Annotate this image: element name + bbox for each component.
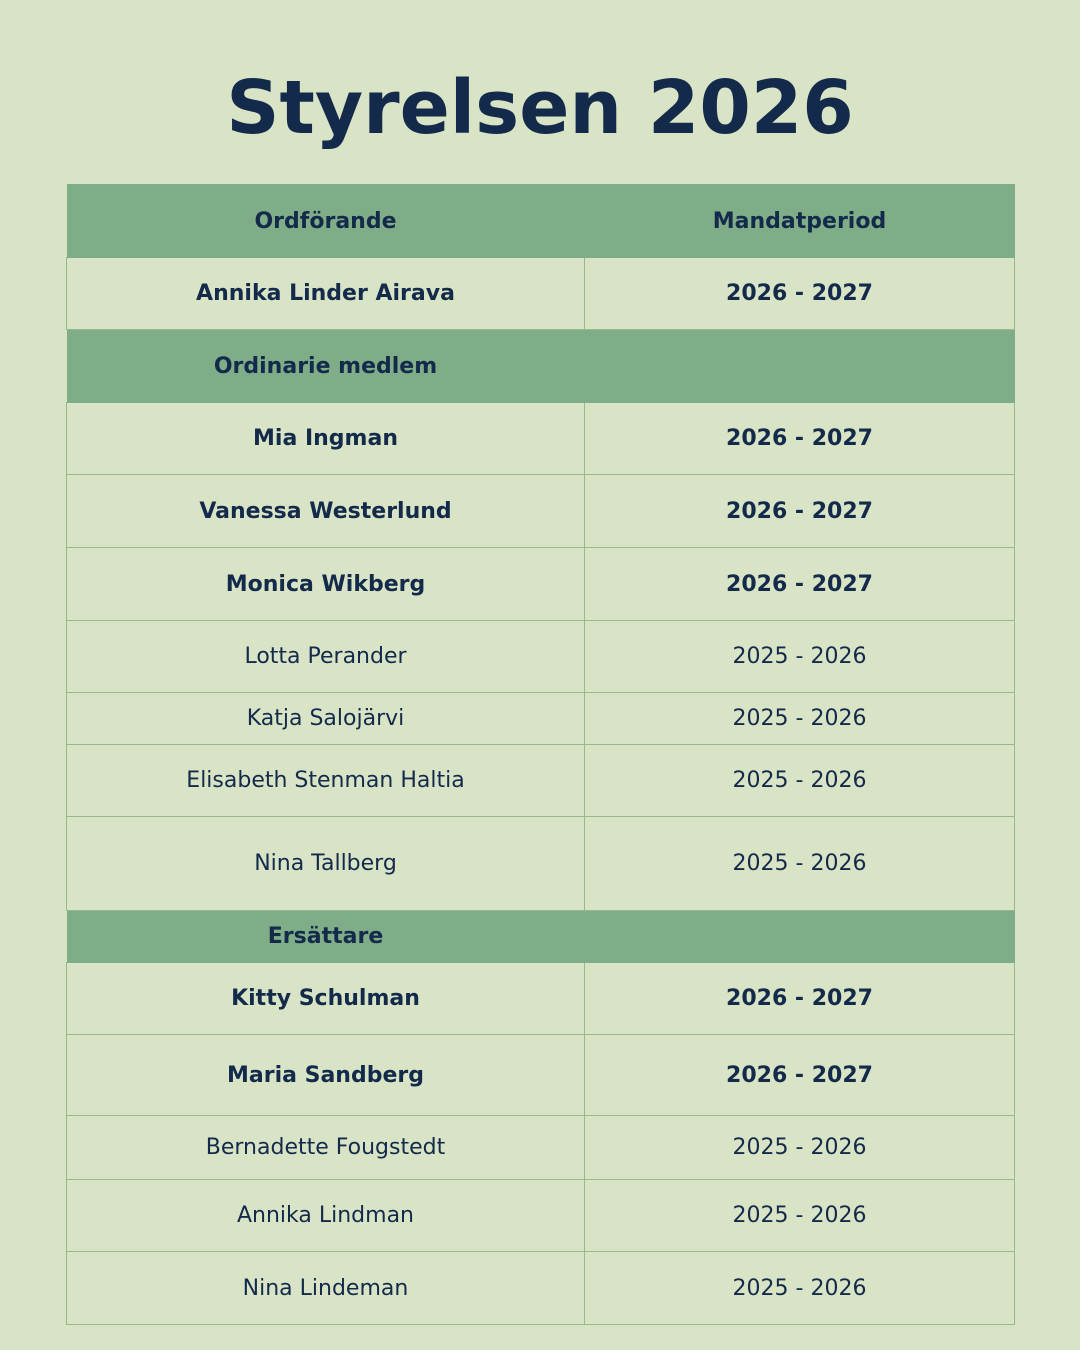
table-row [67,1116,1015,1180]
table-row [67,817,1015,911]
member-name: Annika Lindman [67,1180,585,1252]
header-row-chair [67,185,1015,258]
table-row [67,963,1015,1035]
member-period: 2026 - 2027 [585,963,1015,1035]
column-header-period: Mandatperiod [585,185,1015,258]
table-row [67,1180,1015,1252]
member-name: Bernadette Fougstedt [67,1116,585,1180]
member-period: 2026 - 2027 [585,258,1015,330]
member-name: Monica Wikberg [67,548,585,621]
table-row [67,1252,1015,1325]
table-row [67,403,1015,475]
member-period: 2025 - 2026 [585,1116,1015,1180]
page-title: Styrelsen 2026 [226,65,854,151]
table-row [67,475,1015,548]
member-period: 2026 - 2027 [585,1035,1015,1116]
member-name: Nina Tallberg [67,817,585,911]
member-name: Katja Salojärvi [67,693,585,745]
board-table [66,184,1015,1325]
table-row [67,258,1015,330]
member-name: Elisabeth Stenman Haltia [67,745,585,817]
member-period: 2026 - 2027 [585,475,1015,548]
member-period: 2025 - 2026 [585,745,1015,817]
member-name: Annika Linder Airava [67,258,585,330]
column-header-name: Ordförande [67,185,585,258]
member-name: Mia Ingman [67,403,585,475]
table-row [67,693,1015,745]
member-name: Maria Sandberg [67,1035,585,1116]
table-row [67,745,1015,817]
table-row [67,1035,1015,1116]
member-period: 2026 - 2027 [585,548,1015,621]
member-period: 2025 - 2026 [585,817,1015,911]
member-name: Lotta Perander [67,621,585,693]
table-row [67,621,1015,693]
member-period: 2025 - 2026 [585,1252,1015,1325]
section-header-deputies [67,911,1015,963]
member-name: Vanessa Westerlund [67,475,585,548]
member-period: 2025 - 2026 [585,1180,1015,1252]
section-label: Ordinarie medlem [67,330,585,403]
member-period: 2026 - 2027 [585,403,1015,475]
section-header-empty [585,911,1015,963]
member-period: 2025 - 2026 [585,693,1015,745]
member-name: Kitty Schulman [67,963,585,1035]
section-header-members [67,330,1015,403]
member-name: Nina Lindeman [67,1252,585,1325]
table-row [67,548,1015,621]
section-label: Ersättare [67,911,585,963]
member-period: 2025 - 2026 [585,621,1015,693]
section-header-empty [585,330,1015,403]
